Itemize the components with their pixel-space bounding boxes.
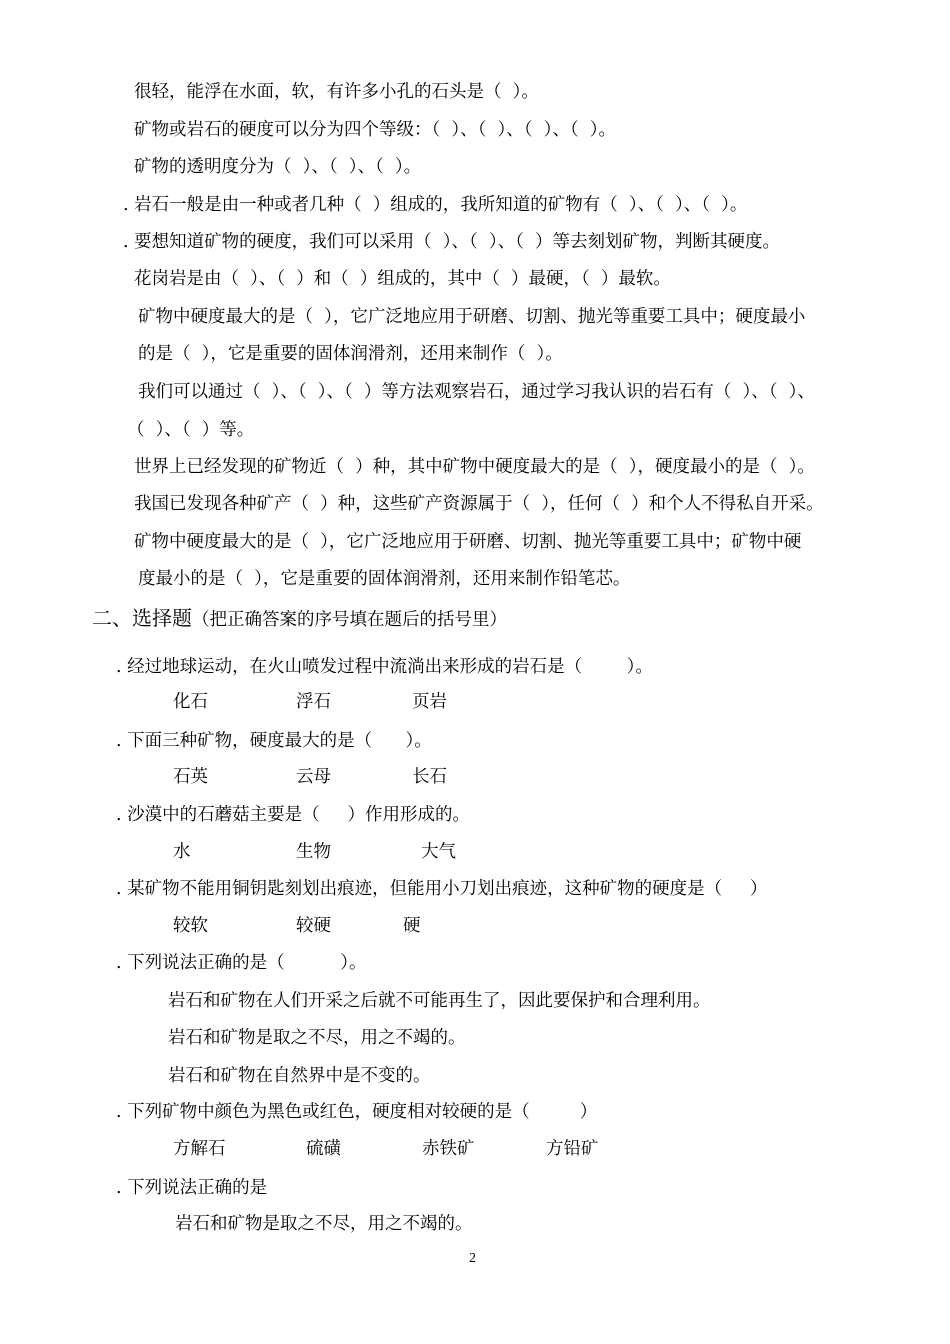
page-number: 2 bbox=[469, 1251, 476, 1266]
option: 水 bbox=[173, 842, 191, 862]
option: 硬 bbox=[403, 916, 421, 936]
option: 方铅矿 bbox=[546, 1139, 599, 1159]
option: 化石 bbox=[173, 692, 208, 712]
fill-in-line: 我们可以通过（ ）、（ ）、（ ）等方法观察岩石，通过学习我认识的岩石有（ ）、（ ）、 bbox=[138, 382, 815, 402]
option: 赤铁矿 bbox=[422, 1139, 475, 1159]
option: 长石 bbox=[412, 767, 447, 787]
fill-in-line: （ ）、（ ）等。 bbox=[127, 420, 255, 440]
fill-in-line: 矿物中硬度最大的是（ ），它广泛地应用于研磨、切割、抛光等重要工具中；矿物中硬 bbox=[134, 532, 802, 552]
fill-in-line: . 岩石一般是由一种或者几种（ ）组成的，我所知道的矿物有（ ）、（ ）、（ ）。 bbox=[123, 195, 748, 215]
question: . 下列矿物中颜色为黑色或红色，硬度相对较硬的是（ ） bbox=[116, 1102, 598, 1122]
option: 云母 bbox=[296, 767, 331, 787]
fill-in-line: 度最小的是（ ），它是重要的固体润滑剂，还用来制作铅笔芯。 bbox=[138, 569, 631, 589]
question: . 经过地球运动，在火山喷发过程中流淌出来形成的岩石是（ ）。 bbox=[116, 657, 653, 677]
question: . 某矿物不能用铜钥匙刻划出痕迹，但能用小刀划出痕迹，这种矿物的硬度是（ ） bbox=[116, 879, 768, 899]
option: 较硬 bbox=[296, 916, 331, 936]
question: . 下列说法正确的是（ ）。 bbox=[116, 953, 367, 973]
option: 较软 bbox=[173, 916, 208, 936]
section-subtitle: （把正确答案的序号填在题后的括号里） bbox=[192, 610, 507, 630]
fill-in-line: 的是（ ），它是重要的固体润滑剂，还用来制作（ ）。 bbox=[138, 344, 563, 364]
fill-in-line: 矿物的透明度分为（ ）、（ ）、（ ）。 bbox=[134, 157, 422, 177]
section-title: 二、选择题 bbox=[92, 606, 192, 630]
fill-in-line: . 要想知道矿物的硬度，我们可以采用（ ）、（ ）、（ ）等去刻划矿物，判断其硬度。 bbox=[123, 232, 780, 252]
option: 生物 bbox=[296, 842, 331, 862]
fill-in-line: 矿物中硬度最大的是（ ），它广泛地应用于研磨、切割、抛光等重要工具中；硬度最小 bbox=[138, 307, 806, 327]
fill-in-line: 很轻，能浮在水面，软，有许多小孔的石头是（ ）。 bbox=[134, 82, 539, 102]
fill-in-line: 花岗岩是由（ ）、（ ）和（ ）组成的，其中（ ）最硬，（ ）最软。 bbox=[134, 269, 671, 289]
option: 岩石和矿物是取之不尽，用之不竭的。 bbox=[168, 1028, 466, 1048]
option: 岩石和矿物在自然界中是不变的。 bbox=[168, 1066, 431, 1086]
option: 方解石 bbox=[173, 1139, 226, 1159]
fill-in-line: 矿物或岩石的硬度可以分为四个等级：（ ）、（ ）、（ ）、（ ）。 bbox=[134, 120, 616, 140]
fill-in-line: 我国已发现各种矿产（ ）种，这些矿产资源属于（ ），任何（ ）和个人不得私自开采。 bbox=[134, 494, 824, 514]
option: 岩石和矿物是取之不尽，用之不竭的。 bbox=[175, 1214, 473, 1234]
option: 岩石和矿物在人们开采之后就不可能再生了，因此要保护和合理利用。 bbox=[168, 991, 711, 1011]
option: 页岩 bbox=[412, 692, 447, 712]
option: 石英 bbox=[173, 767, 208, 787]
option: 硫磺 bbox=[306, 1139, 341, 1159]
question: . 下面三种矿物，硬度最大的是（ ）。 bbox=[116, 731, 432, 751]
section-heading bbox=[92, 605, 507, 633]
fill-in-line: 世界上已经发现的矿物近（ ）种，其中矿物中硬度最大的是（ ），硬度最小的是（ ）。 bbox=[134, 457, 815, 477]
option: 浮石 bbox=[296, 692, 331, 712]
option: 大气 bbox=[421, 842, 456, 862]
question: . 下列说法正确的是 bbox=[116, 1178, 268, 1198]
question: . 沙漠中的石蘑菇主要是（ ）作用形成的。 bbox=[116, 805, 470, 825]
